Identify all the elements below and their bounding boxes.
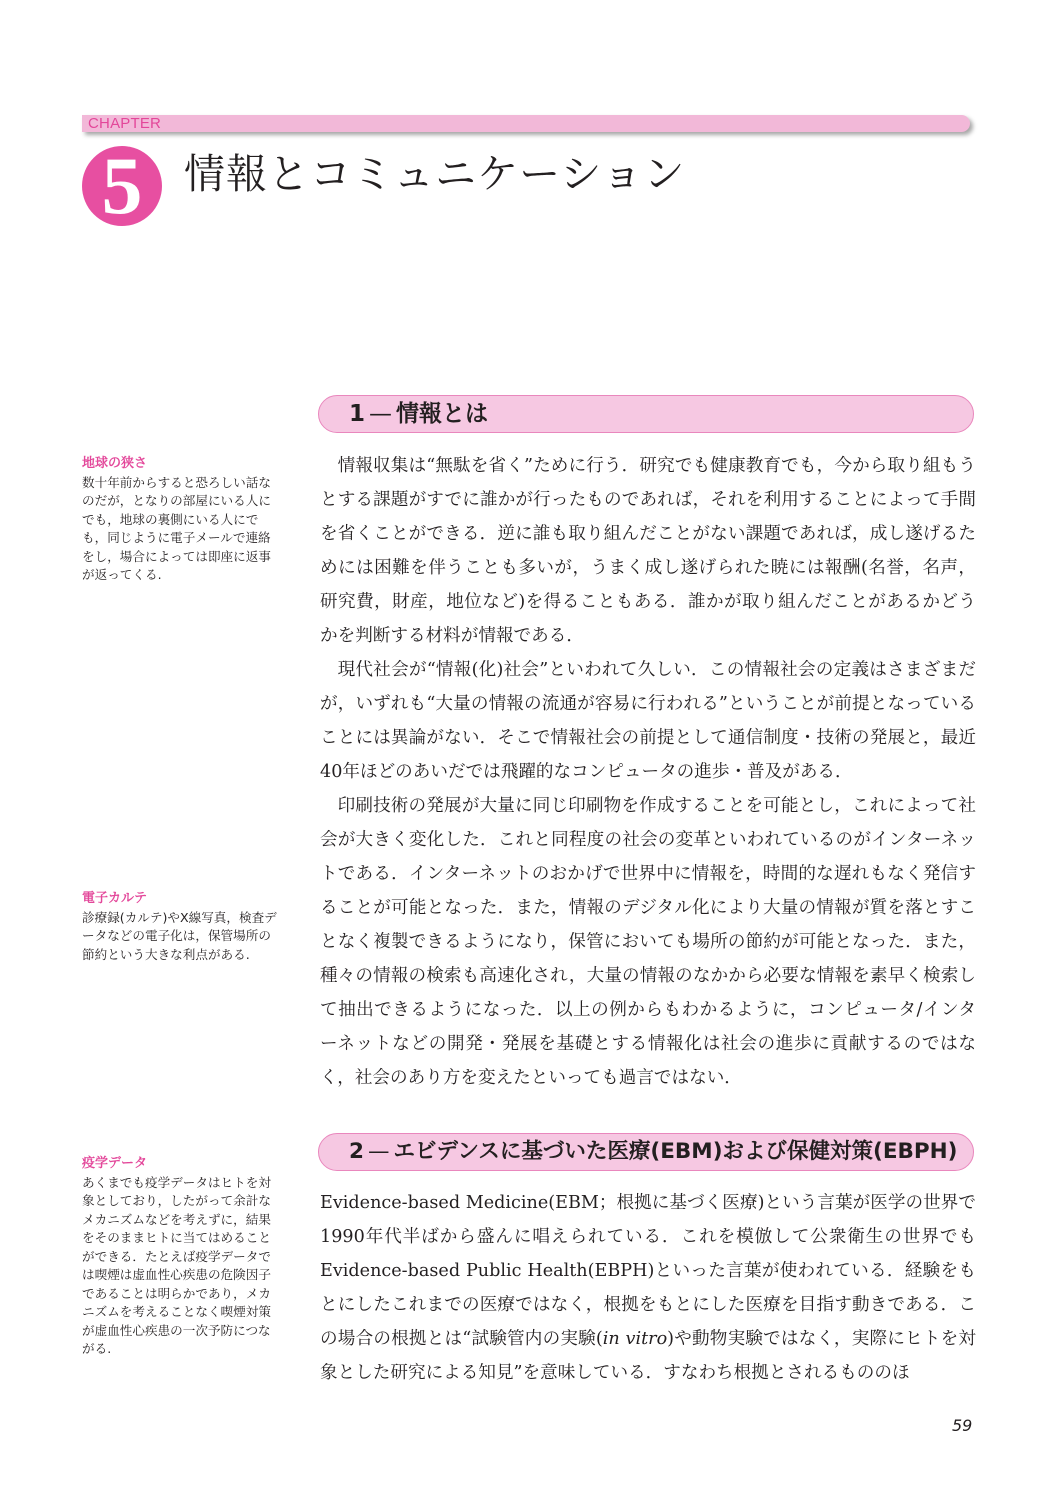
chapter-label: CHAPTER: [88, 115, 162, 132]
paragraph: 情報収集は“無駄を省く”ために行う．研究でも健康教育でも，今から取り組もうとする課題がすでに誰かが行ったものであれば，それを利用することによって手間を省くことができる．逆に誰も取り組んだことがない課題であれば，成し遂げるためには困難を伴うことも多いが，うまく成し遂げられた暁には報酬(名誉，名声，研究費，財産，地位など)を得ることもある．誰かが取り組んだことがあるかどうかを判断する材料が情報である．: [320, 456, 976, 646]
side-note-text: 数十年前からすると恐ろしい話なのだが，となりの部屋にいる人にでも，地球の裏側にいる人にでも，同じように電子メールで連絡をし，場合によっては即座に返事が返ってくる.: [82, 474, 271, 582]
italic-term: in vitro: [602, 1329, 668, 1349]
section-number: 2: [349, 1139, 364, 1164]
paragraph-text: Evidence-based Medicine(EBM；根拠に基づく医療)という言葉が医学の世界で1990年代半ばから盛んに唱えられている．これを模倣して公衆衛生の世界でもEvidence-based Public Health(EBPH)といった言葉が使われている．経験をもとにしたこれまでの医療ではなく，根拠をもとにした医療を目指す動きである．この場合の根拠とは“試験管内の実験(: [320, 1193, 976, 1349]
paragraph: 印刷技術の発展が大量に同じ印刷物を作成することを可能とし，これによって社会が大きく変化した．これと同程度の社会の変革といわれているのがインターネットである．インターネットのおかげで世界中に情報を，時間的な遅れもなく発信することが可能となった．また，情報のデジタル化により大量の情報が質を落とすことなく複製できるようになり，保管においても場所の節約が可能となった．また，種々の情報の検索も高速化され，大量の情報のなかから必要な情報を素早く検索して抽出できるようになった．以上の例からもわかるように，コンピュータ/インターネットなどの開発・発展を基礎とする情報化は社会の進歩に貢献するのではなく，社会のあり方を変えたといっても過言ではない．: [320, 796, 976, 1088]
side-note-1: [82, 455, 277, 585]
side-note-text: あくまでも疫学データはヒトを対象としており，したがって余計なメカニズムなどを考えずに，結果をそのままヒトに当てはめることができる．たとえば疫学データでは喫煙は虚血性心疾患の危険因子であることは明らかであり，メカニズムを考えることなく喫煙対策が虚血性心疾患の一次予防につながる.: [82, 1174, 271, 1356]
side-note-3: [82, 1155, 277, 1359]
paragraph: [320, 1186, 976, 1390]
section-header-1: [318, 395, 974, 433]
section-dash: —: [369, 401, 393, 427]
section-title: 情報とは: [396, 401, 489, 427]
section-title: エビデンスに基づいた医療(EBM)および保健対策(EBPH): [393, 1139, 958, 1164]
section-number: 1: [349, 401, 366, 427]
page-number: 59: [952, 1416, 973, 1435]
side-note-text: 診療録(カルテ)やX線写真，検査データなどの電子化は，保管場所の節約という大きな利点がある.: [82, 909, 277, 962]
paragraph-text: )や動物実験ではなく，実際にヒトを対象とした研究による知見”を意味している．すなわち根拠とされるもののほ: [320, 1329, 976, 1383]
side-note-title: 電子カルテ: [82, 891, 148, 906]
side-note-title: 地球の狭さ: [82, 456, 148, 471]
section-header-2: [318, 1133, 974, 1171]
section-1-body: [320, 449, 976, 1095]
chapter-bar: [82, 115, 970, 132]
section-dash: —: [367, 1139, 390, 1164]
chapter-number-badge: 5: [82, 146, 162, 226]
chapter-title: 情報とコミュニケーション: [184, 150, 686, 198]
side-note-2: [82, 890, 277, 964]
paragraph: 現代社会が“情報(化)社会”といわれて久しい．この情報社会の定義はさまざまだが，いずれも“大量の情報の流通が容易に行われる”ということが前提となっていることには異論がない．そこで情報社会の前提として通信制度・技術の発展と，最近40年ほどのあいだでは飛躍的なコンピュータの進歩・普及がある．: [320, 660, 976, 782]
side-note-title: 疫学データ: [82, 1156, 148, 1171]
section-2-body: [320, 1186, 976, 1390]
